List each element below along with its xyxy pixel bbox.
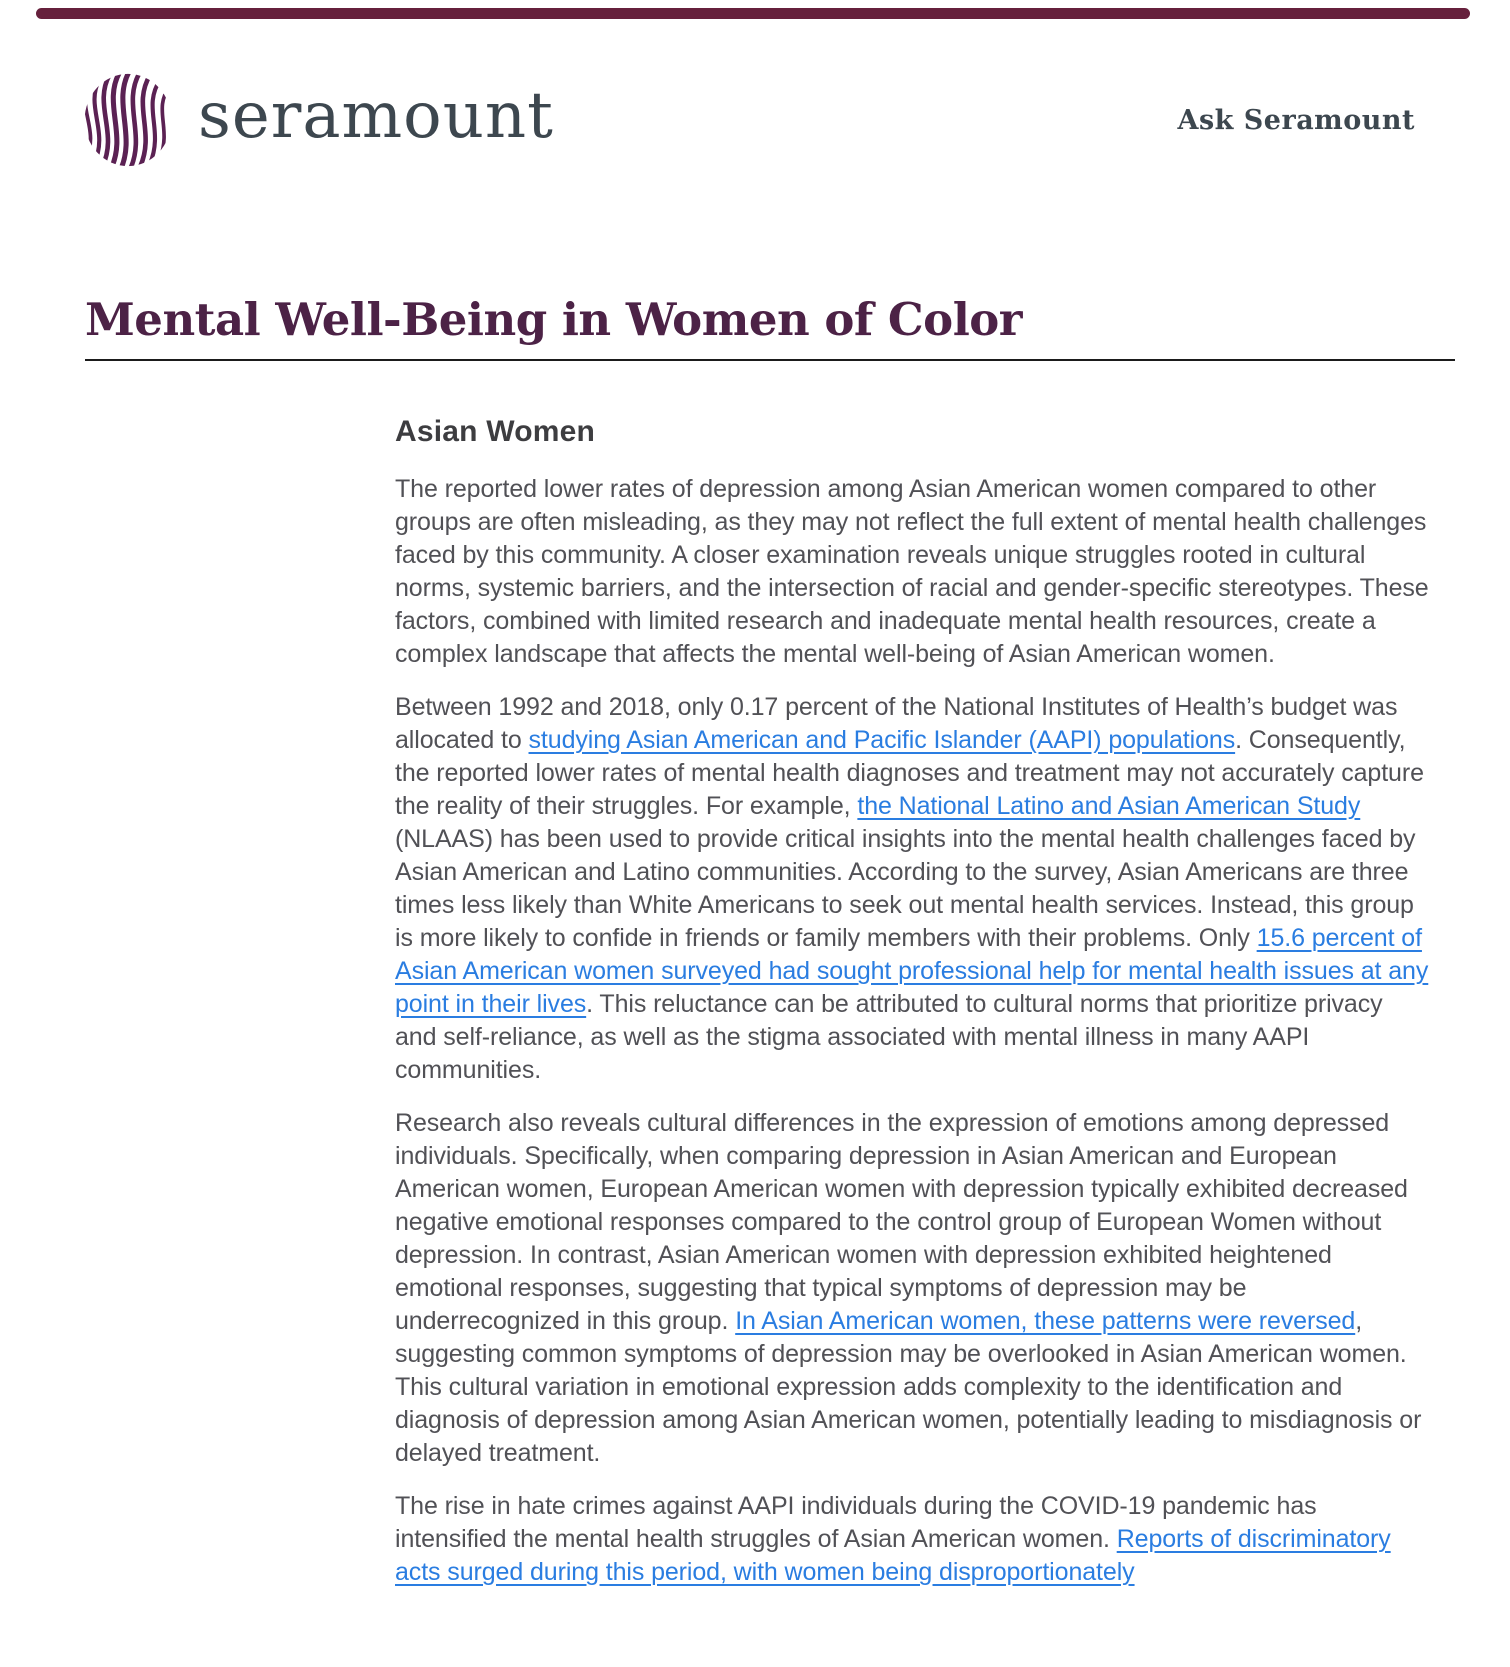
ask-seramount-link[interactable]: Ask Seramount bbox=[1177, 104, 1415, 136]
paragraph bbox=[395, 473, 1430, 671]
paragraph-text: (NLAAS) has been used to provide critical insights into the mental health challenges faced by Asian American and Latino communities. According to the survey, Asian Americans are three times less likely than White Americans to seek out mental health services. Instead, this group is more likely to confide in friends or family members with their problems. Only bbox=[395, 825, 1416, 952]
article-body bbox=[395, 415, 1430, 1589]
paragraph-text: The rise in hate crimes against AAPI individuals during the COVID-19 pandemic has intensified the mental health struggles of Asian American women. bbox=[395, 1492, 1317, 1553]
paragraph-text: . This reluctance can be attributed to cultural norms that prioritize privacy and self-reliance, as well as the stigma associated with mental illness in many AAPI communities. bbox=[395, 990, 1383, 1084]
paragraph-text: . Consequently, the reported lower rates of mental health diagnoses and treatment may not accurately capture the reality of their struggles. For example, bbox=[395, 726, 1424, 820]
paragraph-text: , suggesting common symptoms of depression may be overlooked in Asian American women. This cultural variation in emotional expression adds complexity to the identification and diagnosis of depression among Asian American women, potentially leading to misdiagnosis or delayed treatment. bbox=[395, 1307, 1422, 1467]
seramount-logo[interactable] bbox=[80, 72, 554, 168]
paragraph-text: Research also reveals cultural differences in the expression of emotions among depressed individuals. Specifically, when comparing depression in Asian American and European American women, European American women with depression typically exhibited decreased negative emotional responses compared to the control group of European Women without depression. In contrast, Asian American women with depression exhibited heightened emotional responses, suggesting that typical symptoms of depression may be underrecognized in this group. bbox=[395, 1109, 1408, 1335]
paragraph-text: Between 1992 and 2018, only 0.17 percent of the National Institutes of Health’s budget was allocated to bbox=[395, 693, 1398, 754]
inline-link[interactable]: 15.6 percent of Asian American women surveyed had sought professional help for mental health issues at any point in their lives bbox=[395, 924, 1429, 1018]
article-paragraphs bbox=[395, 473, 1430, 1589]
logo-wordmark: seramount bbox=[198, 79, 554, 153]
section-heading: Asian Women bbox=[395, 415, 596, 448]
inline-link[interactable]: studying Asian American and Pacific Islander (AAPI) populations bbox=[528, 726, 1236, 754]
title-block bbox=[0, 294, 1510, 361]
inline-link[interactable]: the National Latino and Asian American Study bbox=[857, 792, 1361, 820]
top-accent-bar bbox=[36, 8, 1470, 19]
page-header bbox=[0, 0, 1510, 168]
paragraph-text: The reported lower rates of depression among Asian American women compared to other groups are often misleading, as they may not reflect the full extent of mental health challenges faced by this community. A closer examination reveals unique struggles rooted in cultural norms, systemic barriers, and the intersection of racial and gender-specific stereotypes. These factors, combined with limited research and inadequate mental health resources, create a complex landscape that affects the mental well-being of Asian American women. bbox=[395, 475, 1429, 668]
seramount-swirl-icon bbox=[80, 72, 176, 168]
inline-link[interactable]: In Asian American women, these patterns were reversed bbox=[735, 1307, 1356, 1335]
page-title: Mental Well-Being in Women of Color bbox=[85, 293, 1023, 346]
title-divider bbox=[85, 359, 1455, 361]
paragraph bbox=[395, 691, 1430, 1087]
inline-link[interactable]: Reports of discriminatory acts surged during this period, with women being disproportionately bbox=[395, 1525, 1391, 1586]
paragraph bbox=[395, 1490, 1430, 1589]
paragraph bbox=[395, 1107, 1430, 1470]
